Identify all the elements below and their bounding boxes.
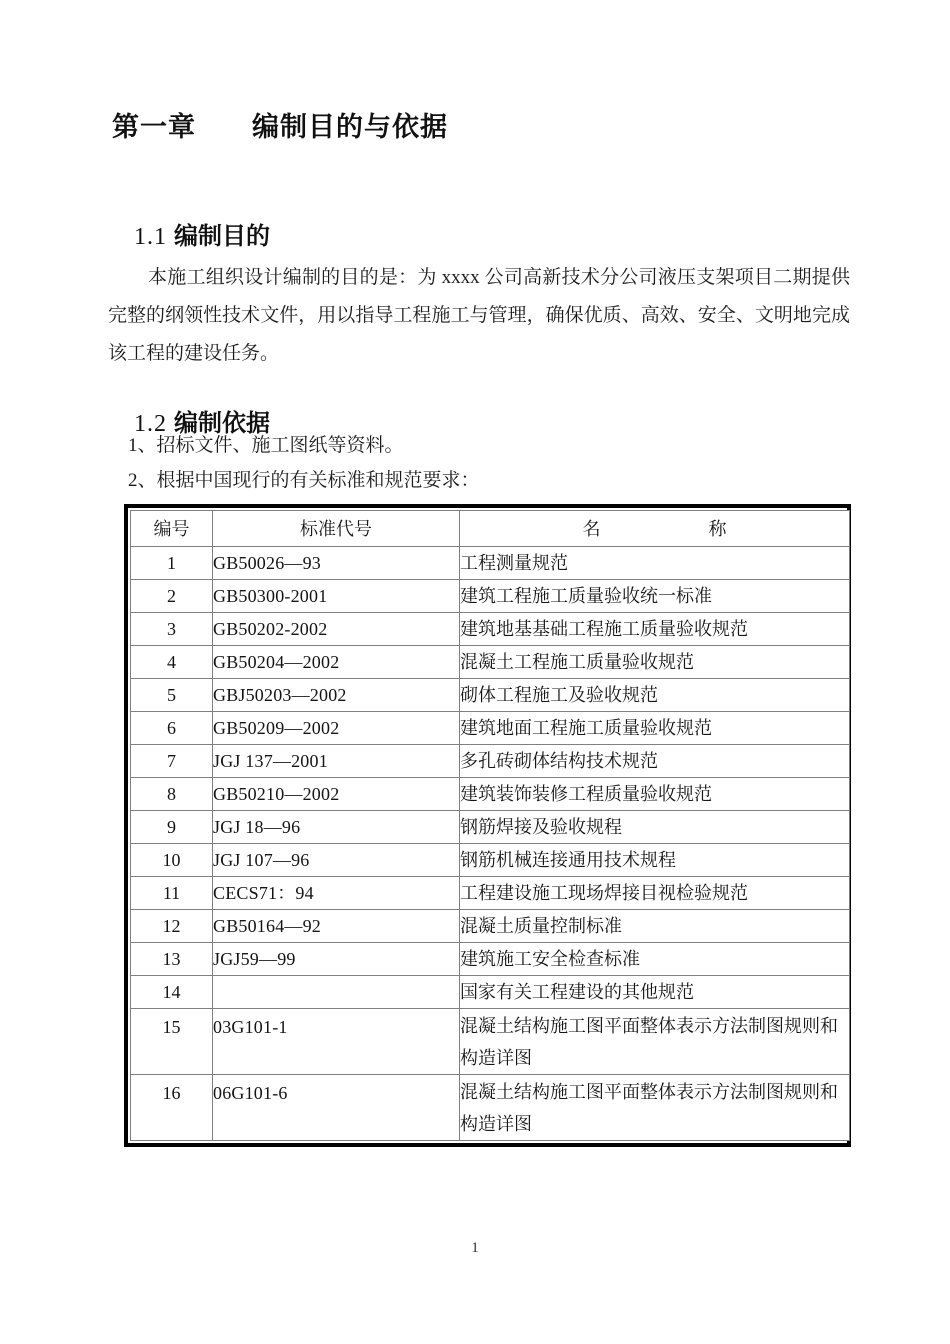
- cell-no: 4: [131, 646, 213, 679]
- cell-name: 建筑工程施工质量验收统一标准: [460, 580, 850, 613]
- page-number: 1: [471, 1240, 479, 1256]
- cell-code: JGJ 18—96: [213, 811, 460, 844]
- cell-no: 7: [131, 745, 213, 778]
- table-row: [131, 547, 850, 580]
- cell-code: GB50210—2002: [213, 778, 460, 811]
- column-header-name: 名 称: [460, 511, 850, 547]
- cell-name: 混凝土质量控制标准: [460, 910, 850, 943]
- cell-code: JGJ 107—96: [213, 844, 460, 877]
- cell-no: 10: [131, 844, 213, 877]
- cell-name: 工程建设施工现场焊接目视检验规范: [460, 877, 850, 910]
- column-header-code: 标准代号: [213, 511, 460, 547]
- cell-no: 14: [131, 976, 213, 1009]
- section-number-1-2: 1.2: [134, 411, 174, 437]
- cell-name: 建筑装饰装修工程质量验收规范: [460, 778, 850, 811]
- standards-table-frame: [124, 504, 851, 1147]
- cell-code: JGJ59—99: [213, 943, 460, 976]
- table-row: [131, 877, 850, 910]
- table-row: [131, 1075, 850, 1141]
- cell-name: 建筑施工安全检查标准: [460, 943, 850, 976]
- table-row: [131, 712, 850, 745]
- cell-no: 1: [131, 547, 213, 580]
- cell-name: 多孔砖砌体结构技术规范: [460, 745, 850, 778]
- cell-code: GB50204—2002: [213, 646, 460, 679]
- cell-code: 03G101-1: [213, 1009, 460, 1075]
- table-row: [131, 580, 850, 613]
- cell-name: 建筑地面工程施工质量验收规范: [460, 712, 850, 745]
- cell-name: 国家有关工程建设的其他规范: [460, 976, 850, 1009]
- table-row: [131, 844, 850, 877]
- cell-no: 9: [131, 811, 213, 844]
- table-row: [131, 1009, 850, 1075]
- cell-code: GB50202-2002: [213, 613, 460, 646]
- cell-no: 2: [131, 580, 213, 613]
- cell-name: 工程测量规范: [460, 547, 850, 580]
- cell-code: GB50300-2001: [213, 580, 460, 613]
- cell-code: [213, 976, 460, 1009]
- table-row: [131, 811, 850, 844]
- table-row: [131, 943, 850, 976]
- table-row: [131, 910, 850, 943]
- cell-name: 钢筋机械连接通用技术规程: [460, 844, 850, 877]
- cell-no: 11: [131, 877, 213, 910]
- purpose-paragraph: 本施工组织设计编制的目的是：为 xxxx 公司高新技术分公司液压支架项目二期提供完整的纲领性技术文件，用以指导工程施工与管理，确保优质、高效、安全、文明地完成该工程的建设任务。: [108, 267, 850, 364]
- cell-code: 06G101-6: [213, 1075, 460, 1141]
- cell-no: 15: [131, 1009, 213, 1075]
- cell-no: 3: [131, 613, 213, 646]
- cell-name: 混凝土结构施工图平面整体表示方法制图规则和构造详图: [460, 1009, 850, 1075]
- cell-code: GB50209—2002: [213, 712, 460, 745]
- cell-no: 5: [131, 679, 213, 712]
- section-title-1-1: 编制目的: [174, 223, 270, 250]
- table-row: [131, 613, 850, 646]
- cell-code: GB50026—93: [213, 547, 460, 580]
- cell-name: 建筑地基基础工程施工质量验收规范: [460, 613, 850, 646]
- cell-no: 13: [131, 943, 213, 976]
- cell-no: 8: [131, 778, 213, 811]
- table-row: [131, 778, 850, 811]
- page-title: 第一章 编制目的与依据: [112, 112, 448, 142]
- list-item: 1、招标文件、施工图纸等资料。: [128, 435, 404, 456]
- standards-table-body: [131, 547, 850, 1141]
- cell-name: 砌体工程施工及验收规范: [460, 679, 850, 712]
- section-number-1-1: 1.1: [134, 224, 174, 250]
- cell-name: 混凝土结构施工图平面整体表示方法制图规则和构造详图: [460, 1075, 850, 1141]
- section-title-1-2: 编制依据: [174, 410, 270, 437]
- cell-no: 12: [131, 910, 213, 943]
- cell-name: 钢筋焊接及验收规程: [460, 811, 850, 844]
- cell-name: 混凝土工程施工质量验收规范: [460, 646, 850, 679]
- standards-table-inner: [128, 508, 847, 1143]
- table-row: [131, 976, 850, 1009]
- table-row: [131, 646, 850, 679]
- cell-code: JGJ 137—2001: [213, 745, 460, 778]
- cell-no: 16: [131, 1075, 213, 1141]
- table-row: [131, 745, 850, 778]
- table-row: [131, 679, 850, 712]
- table-header-row: [131, 511, 850, 547]
- cell-code: GBJ50203—2002: [213, 679, 460, 712]
- cell-code: GB50164—92: [213, 910, 460, 943]
- cell-code: CECS71：94: [213, 877, 460, 910]
- column-header-no: 编号: [131, 511, 213, 547]
- cell-no: 6: [131, 712, 213, 745]
- standards-table: [130, 510, 850, 1141]
- list-item: 2、根据中国现行的有关标准和规范要求：: [128, 470, 480, 491]
